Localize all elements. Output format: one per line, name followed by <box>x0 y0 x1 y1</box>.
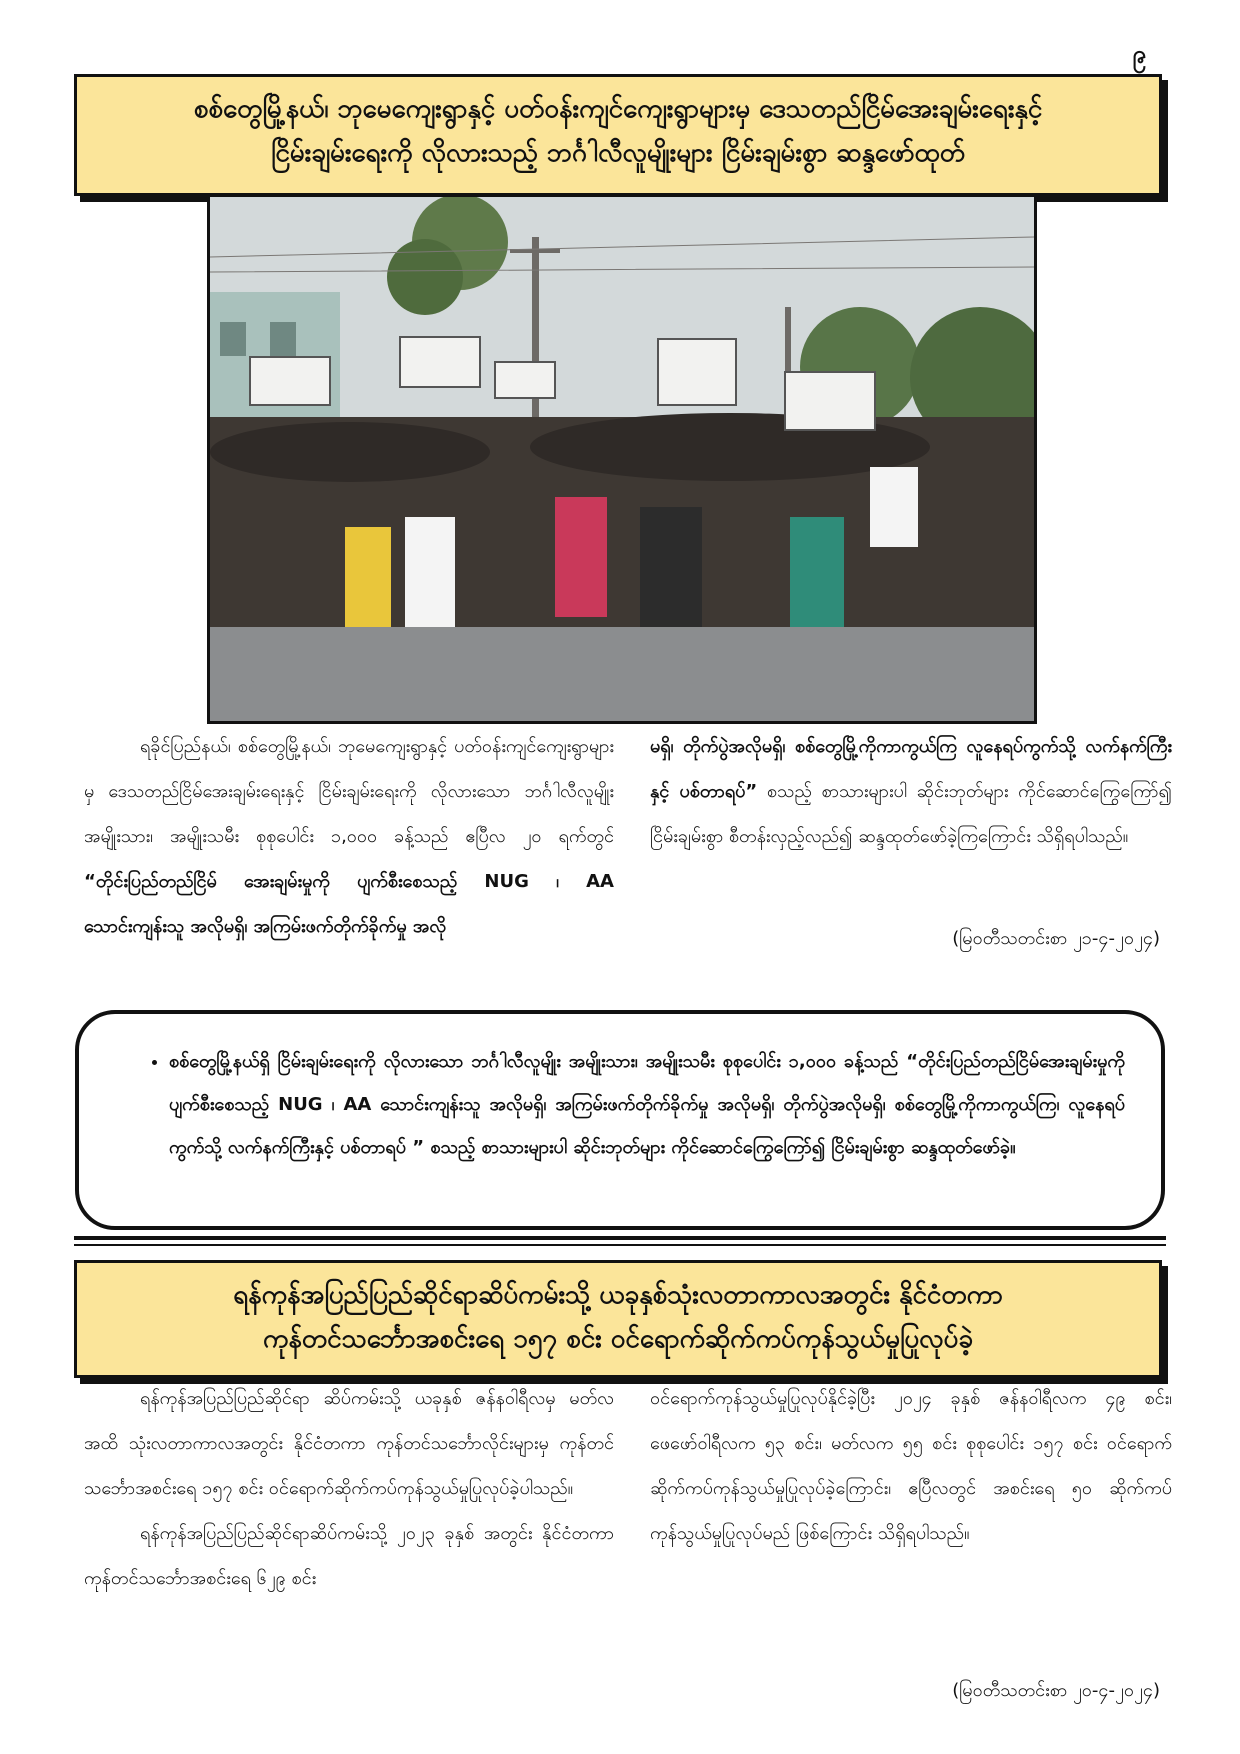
summary-bullet: • စစ်တွေမြို့နယ်ရှိ ငြိမ်းချမ်းရေးကို လိုလားသော ဘင်္ဂါလီလူမျိုး အမျိုးသား၊ အမျိုးသမီး စုစုပေါင်း ၁,၀၀၀ ခန့်သည် “တိုင်းပြည်တည်ငြိမ်အေးချမ်းမှုကို ပျက်စီးစေသည့် NUG ၊ AA သောင်းကျန်းသူ အလိုမရှိ၊ အကြမ်းဖက်တိုက်ခိုက်မှု အလိုမရှိ၊ တိုက်ပွဲအလိုမရှိ၊ စစ်တွေမြို့ကိုကာကွယ်ကြ၊ လူနေရပ်ကွက်သို့ လက်နက်ကြီးနှင့် ပစ်တာရပ် ” စသည့် စာသားများပါ ဆိုင်းဘုတ်များ ကိုင်ဆောင်ကြွေကြော်၍ ငြိမ်းချမ်းစွာ ဆန္ဒထုတ်ဖော်ခဲ့။ <box>169 1040 1125 1169</box>
article1-headline <box>74 74 1162 196</box>
section-divider-thick <box>74 1236 1166 1240</box>
section-divider-thin <box>74 1244 1166 1246</box>
article1-quote-end: မရှိ၊ တိုက်ပွဲအလိုမရှိ၊ စစ်တွေမြို့ကိုကာကွယ်ကြ လူနေရပ်ကွက်သို့ လက်နက်ကြီးနှင့် ပစ်တာရပ်” <box>650 736 1172 802</box>
article2-left-column <box>84 1376 614 1601</box>
article1-headline-line2: ငြိမ်းချမ်းရေးကို လိုလားသည့် ဘင်္ဂါလီလူမျိုးများ ငြိမ်းချမ်းစွာ ဆန္ဒဖော်ထုတ် <box>270 138 966 168</box>
article2-source: (မြဝတီသတင်းစာ ၂၀-၄-၂၀၂၄) <box>952 1680 1160 1701</box>
article1-left-column <box>84 724 614 949</box>
article2-right-column <box>650 1376 1172 1556</box>
page-number: ၉ <box>1132 40 1146 68</box>
article2-paragraph-3: ဝင်ရောက်ကုန်သွယ်မှုပြုလုပ်နိုင်ခဲ့ပြီး ၂၀၂၄ ခုနှစ် ဇန်နဝါရီလက ၄၉ စင်း၊ ဖေဖော်ဝါရီလက ၅၃ စင်း၊ မတ်လက ၅၅ စင်း စုစုပေါင်း ၁၅၇ စင်း ဝင်ရောက်ဆိုက်ကပ်ကုန်သွယ်မှုပြုလုပ်ခဲ့ကြောင်း၊ ဧပြီလတွင် အစင်းရေ ၅၀ ဆိုက်ကပ်ကုန်သွယ်မှုပြုလုပ်မည် ဖြစ်ကြောင်း သိရှိရပါသည်။ <box>650 1388 1172 1544</box>
article1-closing-text: စသည့် စာသားများပါ ဆိုင်းဘုတ်များ ကိုင်ဆောင်ကြွေကြော်၍ ငြိမ်းချမ်းစွာ စီတန်းလှည့်လည်၍ ဆန္ဒထုတ်ဖော်ခဲ့ကြကြောင်း သိရှိရပါသည်။ <box>650 781 1172 847</box>
article2-headline-line1: ရန်ကုန်အပြည်ပြည်ဆိုင်ရာဆိပ်ကမ်းသို့ ယခုနှစ်သုံးလတာကာလအတွင်း နိုင်ငံတကာ <box>233 1280 1003 1310</box>
article1-right-column <box>650 724 1172 859</box>
article2-headline <box>74 1260 1162 1378</box>
article2-headline-line2: ကုန်တင်သင်္ဘောအစင်းရေ ၁၅၇ စင်း ဝင်ရောက်ဆိုက်ကပ်ကုန်သွယ်မှုပြုလုပ်ခဲ့ <box>262 1324 974 1354</box>
article1-headline-line1: စစ်တွေမြို့နယ်၊ ဘုမေကျေးရွာနှင့် ပတ်ဝန်းကျင်ကျေးရွာများမှ ဒေသတည်ငြိမ်အေးချမ်းရေးနှင့် <box>193 94 1043 124</box>
article1-source: (မြဝတီသတင်းစာ ၂၁-၄-၂၀၂၄) <box>952 928 1160 949</box>
article1-quote-start: “တိုင်းပြည်တည်ငြိမ် အေးချမ်းမှုကို ပျက်စီးစေသည့် NUG ၊ AA သောင်းကျန်းသူ အလိုမရှိ၊ အကြမ်းဖက်တိုက်ခိုက်မှု အလို <box>84 871 614 937</box>
article1-intro-text: ရခိုင်ပြည်နယ်၊ စစ်တွေမြို့နယ်၊ ဘုမေကျေးရွာနှင့် ပတ်ဝန်းကျင်ကျေးရွာများမှ ဒေသတည်ငြိမ်အေးချမ်းရေးနှင့် ငြိမ်းချမ်းရေးကို လိုလားသော ဘင်္ဂါလီလူမျိုး အမျိုးသား၊ အမျိုးသမီး စုစုပေါင်း ၁,၀၀၀ ခန့်သည် ဧပြီလ ၂၀ ရက်တွင် <box>84 736 614 847</box>
protest-photo <box>207 194 1037 724</box>
summary-box <box>75 1010 1165 1230</box>
article2-paragraph-1: ရန်ကုန်အပြည်ပြည်ဆိုင်ရာ ဆိပ်ကမ်းသို့ ယခုနှစ် ဇန်နဝါရီလမှ မတ်လအထိ သုံးလတာကာလအတွင်း နိုင်ငံတကာ ကုန်တင်သင်္ဘောလိုင်းများမှ ကုန်တင်သင်္ဘောအစင်းရေ ၁၅၇ စင်း ဝင်ရောက်ဆိုက်ကပ်ကုန်သွယ်မှုပြုလုပ်ခဲ့ပါသည်။ <box>84 1388 614 1499</box>
article2-paragraph-2: ရန်ကုန်အပြည်ပြည်ဆိုင်ရာဆိပ်ကမ်းသို့ ၂၀၂၃ ခုနှစ် အတွင်း နိုင်ငံတကာကုန်တင်သင်္ဘောအစင်းရေ ၆၂၉ စင်း <box>84 1523 614 1589</box>
